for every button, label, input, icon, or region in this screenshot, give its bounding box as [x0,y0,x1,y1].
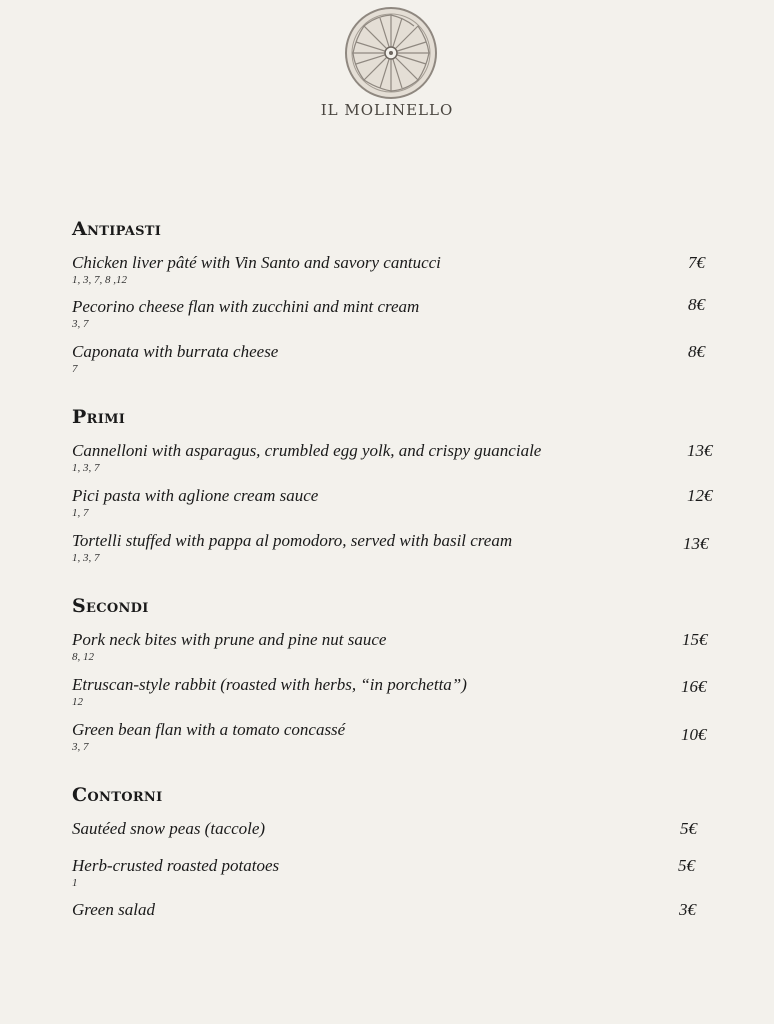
menu-item [72,675,732,719]
dish-name: Etruscan-style rabbit (roasted with herbs, “in porchetta”) [72,675,467,694]
dish-price: 3€ [679,900,696,919]
dish-price: 5€ [678,856,695,875]
allergen-codes: 3, 7 [72,318,89,330]
allergen-codes: 1, 7 [72,507,89,519]
menu-item [72,900,732,944]
menu-item [72,253,732,297]
allergen-codes: 1, 3, 7, 8 ,12 [72,274,127,286]
dish-name: Green salad [72,900,155,919]
dish-price: 12€ [687,486,713,505]
allergen-codes: 1, 3, 7 [72,552,100,564]
menu-item [72,486,732,530]
dish-price: 8€ [688,342,705,361]
menu-item [72,441,732,485]
dish-price: 5€ [680,819,697,838]
dish-price: 13€ [687,441,713,460]
dish-name: Caponata with burrata cheese [72,342,279,361]
allergen-codes: 7 [72,363,78,375]
section-title-contorni: Contorni [72,784,163,806]
dish-name: Pici pasta with aglione cream sauce [72,486,319,505]
allergen-codes: 1 [72,877,78,889]
dish-name: Green bean flan with a tomato concassé [72,720,346,739]
dish-name: Pork neck bites with prune and pine nut sauce [72,630,387,649]
dish-name: Sautéed snow peas (taccole) [72,819,266,838]
dish-price: 16€ [681,677,707,696]
menu-item [72,856,732,900]
menu-item [72,297,732,341]
dish-name: Pecorino cheese flan with zucchini and mint cream [72,297,420,316]
menu-item [72,531,732,575]
dish-price: 10€ [681,725,707,744]
dish-name: Tortelli stuffed with pappa al pomodoro, served with basil cream [72,531,513,550]
allergen-codes: 12 [72,696,83,708]
dish-name: Cannelloni with asparagus, crumbled egg yolk, and crispy guanciale [72,441,542,460]
dish-price: 15€ [682,630,708,649]
allergen-codes: 3, 7 [72,741,89,753]
section-title-antipasti: Antipasti [72,218,162,240]
menu-item [72,720,732,764]
menu-item [72,630,732,674]
mill-wheel-logo [344,6,438,100]
dish-name: Herb-crusted roasted potatoes [72,856,280,875]
dish-price: 8€ [688,295,705,314]
dish-price: 7€ [688,253,705,272]
section-title-secondi: Secondi [72,595,149,617]
allergen-codes: 1, 3, 7 [72,462,100,474]
restaurant-name: IL MOLINELLO [320,101,454,119]
section-title-primi: Primi [72,406,126,428]
allergen-codes: 8, 12 [72,651,94,663]
dish-price: 13€ [683,534,709,553]
menu-item [72,342,732,386]
dish-name: Chicken liver pâté with Vin Santo and savory cantucci [72,253,441,272]
